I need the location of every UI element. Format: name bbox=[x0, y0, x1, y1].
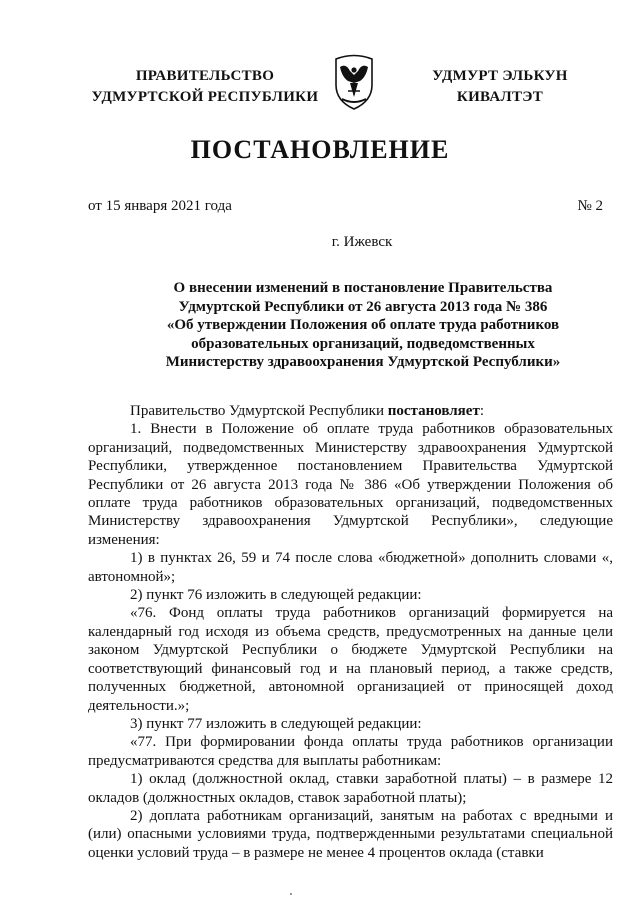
body-paragraph: 3) пункт 77 изложить в следующей редакции: bbox=[130, 715, 422, 732]
header-left bbox=[80, 66, 330, 108]
header-right-line-2: КИВАЛТЭТ bbox=[456, 89, 544, 105]
header-left-line-2: УДМУРТСКОЙ РЕСПУБЛИКИ bbox=[91, 89, 319, 105]
header-right bbox=[410, 66, 590, 108]
document-city: г. Ижевск bbox=[331, 234, 393, 250]
scan-speck bbox=[290, 893, 292, 895]
body-paragraph: 1) оклад (должностной оклад, ставки заработной платы) – в размере 12 окладов (должностных окладов, ставок заработной платы); bbox=[88, 771, 613, 806]
intro-end: : bbox=[479, 403, 484, 419]
body-paragraph: «77. При формировании фонда оплаты труда работников организации предусматриваются средства для выплаты работникам: bbox=[88, 734, 613, 769]
document-date: от 15 января 2021 года bbox=[88, 198, 232, 214]
subject-line: «Об утверждении Положения об оплате труда работников bbox=[166, 317, 560, 333]
subject-line: Удмуртской Республики от 26 августа 2013 года № 386 bbox=[178, 298, 548, 315]
body-paragraph: 2) доплата работникам организаций, занятым на работах с вредными и (или) опасными условиями труда, подтвержденными результатами специальной оценки условий труда – в размере не менее 4 процентов оклада (ставки bbox=[88, 807, 613, 861]
header-right-line-1: УДМУРТ ЭЛЬКУН bbox=[432, 68, 568, 84]
body-paragraph: 1. Внести в Положение об оплате труда работников образовательных организаций, подведомственных Министерству здравоохранения Удмуртской Республики, утвержденное постановлением Правительства Удмуртской Республики от 26 августа 2013 года № 386 «Об утверждении Положения об оплате труда работников образовательных организаций, подведомственных Министерству здравоохранения Удмуртской Республики», следующие изменения: bbox=[88, 421, 613, 548]
document-number: № 2 bbox=[577, 198, 603, 214]
document-subject bbox=[88, 279, 638, 372]
body-paragraph: «76. Фонд оплаты труда работников организаций формируется на календарный год исходя из объема средств, предусмотренных на данные цели законом Удмуртской Республики о бюджете Удмуртской Республики на соответствующий финансовый год и на плановый период, а также средств, полученных бюджетной, автономной организацией от приносящей доход деятельности.»; bbox=[88, 605, 613, 714]
document-body bbox=[88, 402, 613, 862]
intro-paragraph bbox=[88, 402, 613, 420]
header-left-line-1: ПРАВИТЕЛЬСТВО bbox=[135, 68, 275, 84]
subject-line: образовательных организаций, подведомственных bbox=[191, 335, 535, 352]
intro-bold: постановляет bbox=[387, 403, 480, 419]
body-paragraph: 2) пункт 76 изложить в следующей редакции: bbox=[130, 587, 422, 604]
body-paragraph: 1) в пунктах 26, 59 и 74 после слова «бюджетной» дополнить словами «, автономной»; bbox=[88, 550, 613, 585]
udmurt-coat-of-arms-icon bbox=[332, 53, 376, 111]
document-title: ПОСТАНОВЛЕНИЕ bbox=[190, 135, 450, 164]
intro-text: Правительство Удмуртской Республики bbox=[130, 403, 388, 419]
subject-line: О внесении изменений в постановление Правительства bbox=[173, 280, 553, 296]
subject-line: Министерству здравоохранения Удмуртской Республики» bbox=[165, 354, 561, 370]
